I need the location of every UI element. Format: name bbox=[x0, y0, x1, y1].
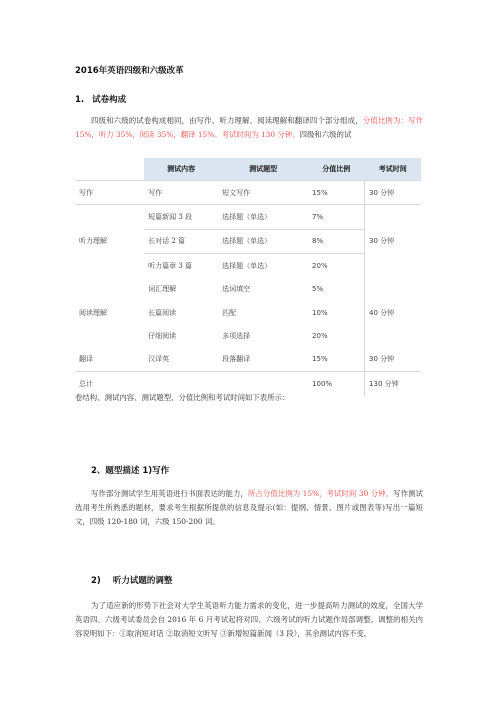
document-title: 2016年英语四级和六级改革 bbox=[75, 66, 184, 76]
table-row: 仔细阅读 多项选择 20% bbox=[75, 324, 421, 347]
section-1-paragraph: 四级和六级的试卷构成相同，由写作、听力理解、阅读理解和翻译四个部分组成，分值比例为：写作 15%，听力 35%，阅读 35%，翻译 15%。考试时间为 130 分钟。四级和六级的试 bbox=[75, 116, 423, 139]
table-header-cell: 分值比例 bbox=[308, 158, 365, 181]
table-caption-text: 卷结构、测试内容、测试题型、分值比例和考试时间如下表所示： bbox=[75, 393, 290, 402]
table-row: 翻译 汉译英 段落翻译 15% 30 分钟 bbox=[75, 348, 421, 372]
table-header-cell: 测试题型 bbox=[218, 158, 308, 181]
section-3-heading: 2) 听力试题的调整 bbox=[91, 576, 173, 586]
table-header-row bbox=[75, 158, 421, 181]
table-row: 短篇新闻 3 段 选择题（单选） 7% 30 分钟 bbox=[75, 205, 421, 229]
table-row: 词汇理解 选词填空 5% bbox=[75, 278, 421, 301]
section-2-heading: 2、题型描述 1)写作 bbox=[91, 466, 170, 476]
table-row: 阅读理解 长篇阅读 匹配 10% 40 分钟 bbox=[75, 301, 421, 324]
table-row: 听力篇章 3 篇 选择题（单选） 20% bbox=[75, 254, 421, 278]
section-3-paragraph: 为了适应新的形势下社会对大学生英语听力能力需求的变化，进一步提高听力测试的效度，全国大学英语四、六级考试委员会自 2016 年 6 月考试起将对四、六级考试的听力试题作局部调整。调整的相关内容说明如下：①取消短对话 ②取消短文听写 ③新增短篇新闻（3 段），其余测试内容不变。 bbox=[75, 601, 423, 638]
table-row: 总计 100% 130 分钟 bbox=[75, 372, 421, 396]
exam-structure-table bbox=[75, 158, 421, 396]
table-row: 听力理解 长对话 2 篇 选择题（单选） 8% bbox=[75, 229, 421, 253]
table-header-cell: 考试时间 bbox=[365, 158, 421, 181]
table-header-cell: 测试内容 bbox=[144, 158, 218, 181]
table-row: 写作 写作 短文写作 15% 30 分钟 bbox=[75, 181, 421, 205]
section-1-heading: 1. 试卷构成 bbox=[75, 95, 127, 105]
section-2-paragraph: 写作部分测试学生用英语进行书面表达的能力，所占分值比例为 15%，考试时间 30 分钟。写作测试选用考生所熟悉的题材，要求考生根据所提供的信息及提示(如：提纲、情景、图片或图表等)写出一篇短文，四级 120-180 词，六级 150-200 词。 bbox=[75, 489, 423, 526]
